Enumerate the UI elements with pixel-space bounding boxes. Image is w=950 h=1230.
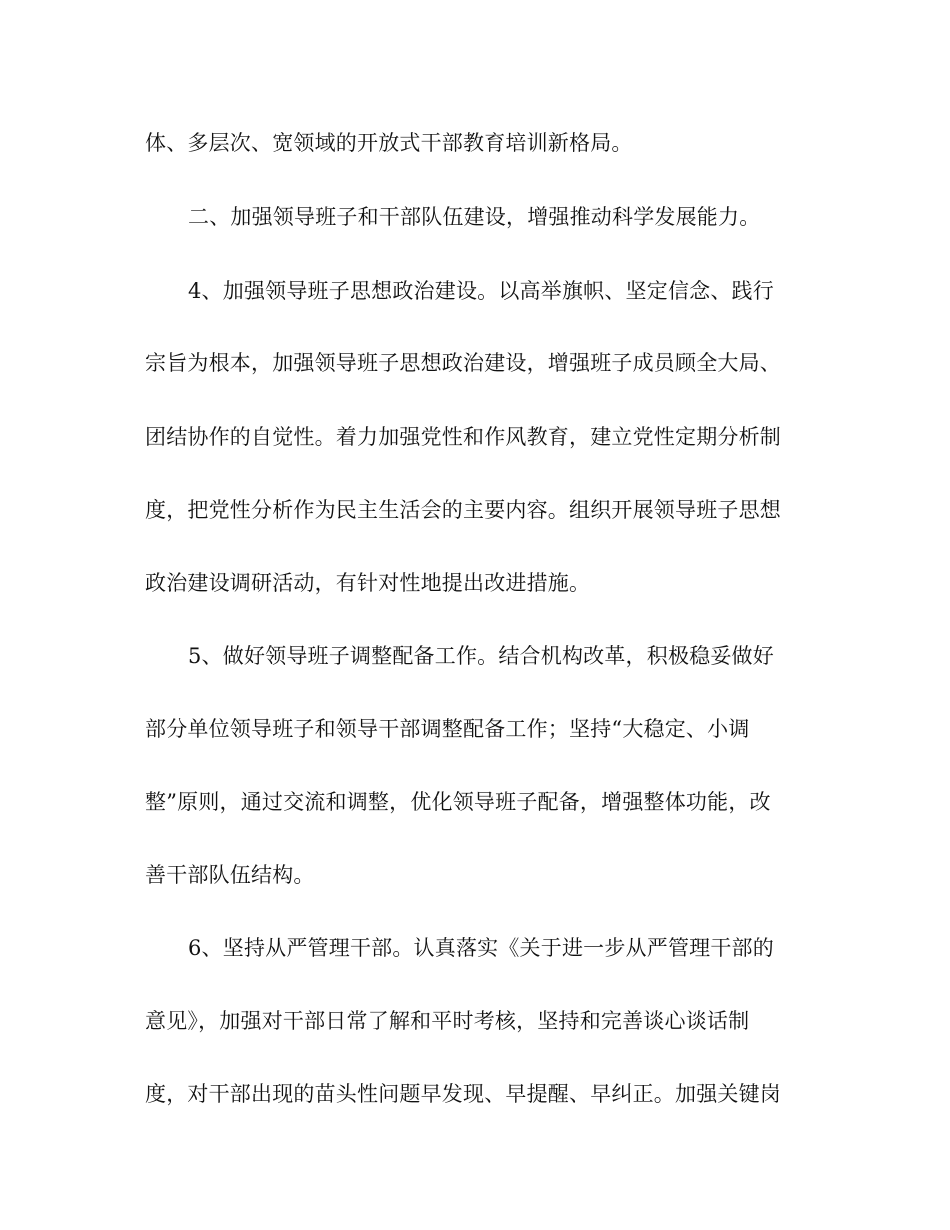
- text-line: 6、坚持从严管理干部。认真落实《关于进一步从严管理干部的: [188, 936, 774, 960]
- text-line: 团结协作的自觉性。着力加强党性和作风教育，建立党性定期分析制: [145, 425, 781, 449]
- text-line: 体、多层次、宽领域的开放式干部教育培训新格局。: [145, 131, 633, 155]
- text-line: 整”原则，通过交流和调整，优化领导班子配备，增强整体功能，改: [145, 790, 771, 814]
- section-heading: 二、加强领导班子和干部队伍建设，增强推动科学发展能力。: [188, 205, 761, 229]
- text-line: 善干部队伍结构。: [145, 863, 315, 887]
- text-line: 宗旨为根本，加强领导班子思想政治建设，增强班子成员顾全大局、: [145, 351, 781, 375]
- text-line: 意见》，加强对干部日常了解和平时考核，坚持和完善谈心谈话制: [145, 1009, 750, 1033]
- text-line: 政治建设调研活动，有针对性地提出改进措施。: [145, 571, 591, 595]
- text-line: 度，把党性分析作为民主生活会的主要内容。组织开展领导班子思想: [145, 498, 781, 522]
- text-line: 度，对干部出现的苗头性问题早发现、早提醒、早纠正。加强关键岗: [145, 1082, 781, 1106]
- text-line: 4、加强领导班子思想政治建设。以高举旗帜、坚定信念、践行: [188, 279, 774, 303]
- text-line: 部分单位领导班子和领导干部调整配备工作；坚持“大稳定、小调: [145, 717, 750, 741]
- text-line: 5、做好领导班子调整配备工作。结合机构改革，积极稳妥做好: [188, 644, 774, 668]
